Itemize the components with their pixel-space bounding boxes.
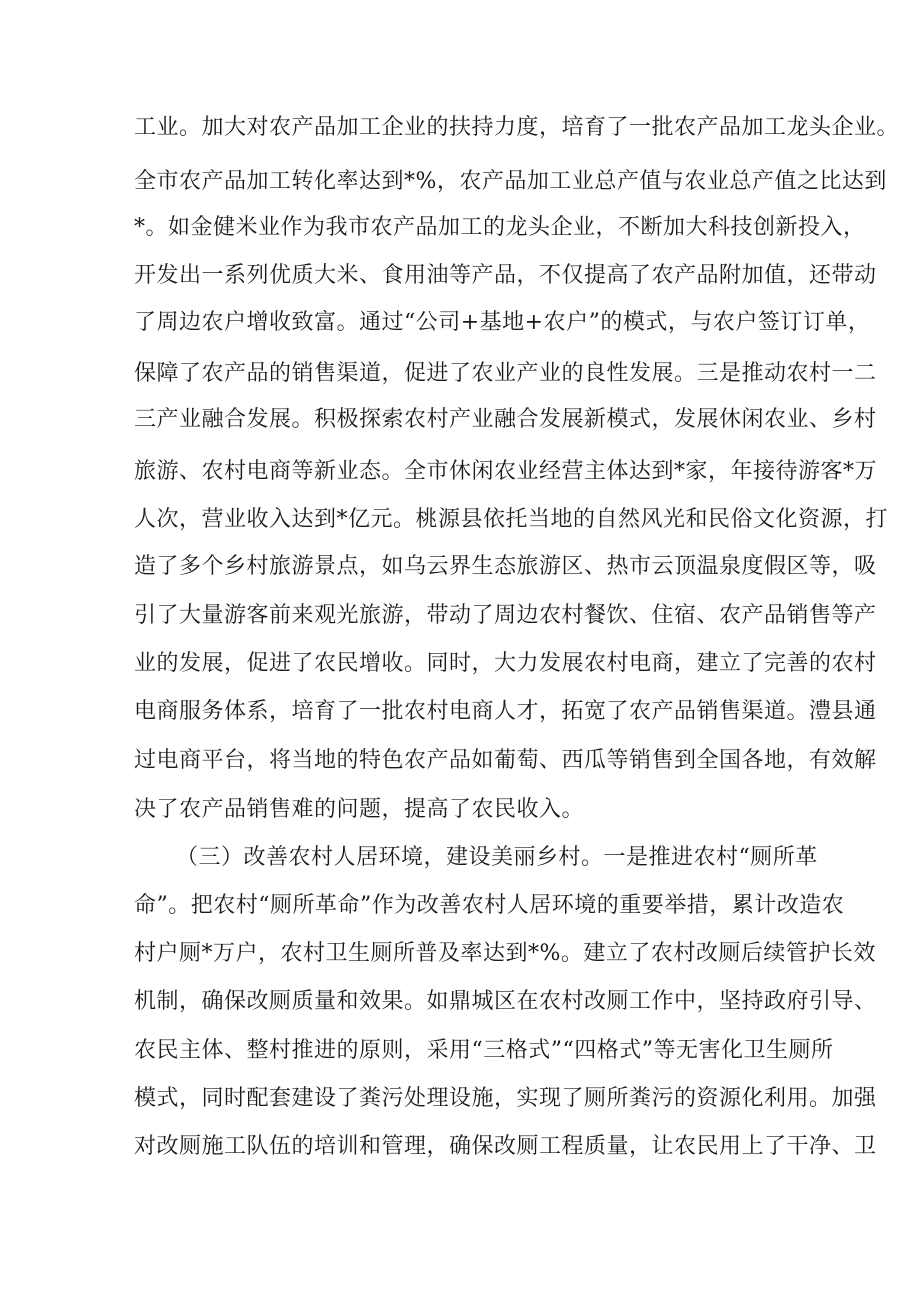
paragraph-line: 村户厕*万户，农村卫生厕所普及率达到*%。建立了农村改厕后续管护长效: [134, 941, 876, 966]
paragraph-line: 旅游、农村电商等新业态。全市休闲农业经营主体达到*家，年接待游客*万: [134, 459, 878, 484]
paragraph-line: 保障了农产品的销售渠道，促进了农业产业的良性发展。三是推动农村一二: [134, 361, 877, 386]
paragraph-line: 农民主体、整村推进的原则，采用“三格式”“四格式”等无害化卫生厕所: [134, 1038, 834, 1063]
paragraph-line: 决了农产品销售难的问题，提高了农民收入。: [134, 797, 585, 822]
paragraph-line: 人次，营业收入达到*亿元。桃源县依托当地的自然风光和民俗文化资源，打: [134, 507, 889, 532]
paragraph-line: *。如金健米业作为我市农产品加工的龙头企业，不断加大科技创新投入，: [134, 215, 866, 240]
section-heading-line: （三）改善农村人居环境，建设美丽乡村。一是推进农村“厕所革: [176, 845, 818, 870]
paragraph-line: 全市农产品加工转化率达到*%，农产品加工业总产值与农业总产值之比达到: [134, 169, 887, 194]
paragraph-line: 三产业融合发展。积极探索农村产业融合发展新模式，发展休闲农业、乡村: [134, 407, 877, 432]
paragraph-line: 机制，确保改厕质量和效果。如鼎城区在农村改厕工作中，坚持政府引导、: [134, 989, 877, 1014]
paragraph-line: 过电商平台，将当地的特色农产品如葡萄、西瓜等销售到全国各地，有效解: [134, 748, 877, 773]
paragraph-line: 开发出一系列优质大米、食用油等产品，不仅提高了农产品附加值，还带动: [134, 263, 877, 288]
paragraph-line: 业的发展，促进了农民增收。同时，大力发展农村电商，建立了完善的农村: [134, 651, 877, 676]
paragraph-line: 命”。把农村“厕所革命”作为改善农村人居环境的重要举措，累计改造农: [134, 893, 845, 918]
paragraph-line: 引了大量游客前来观光旅游，带动了周边农村餐饮、住宿、农产品销售等产: [134, 603, 877, 628]
paragraph-line: 工业。加大对农产品加工企业的扶持力度，培育了一批农产品加工龙头企业。: [134, 115, 900, 140]
paragraph-line: 对改厕施工队伍的培训和管理，确保改厕工程质量，让农民用上了干净、卫: [134, 1134, 877, 1159]
paragraph-line: 电商服务体系，培育了一批农村电商人才，拓宽了农产品销售渠道。澧县通: [134, 699, 877, 724]
paragraph-line: 了周边农户增收致富。通过“公司+基地+农户”的模式，与农户签订订单，: [134, 310, 871, 335]
paragraph-line: 造了多个乡村旅游景点，如乌云界生态旅游区、热市云顶温泉度假区等，吸: [134, 554, 877, 579]
paragraph-line: 模式，同时配套建设了粪污处理设施，实现了厕所粪污的资源化利用。加强: [134, 1086, 877, 1111]
